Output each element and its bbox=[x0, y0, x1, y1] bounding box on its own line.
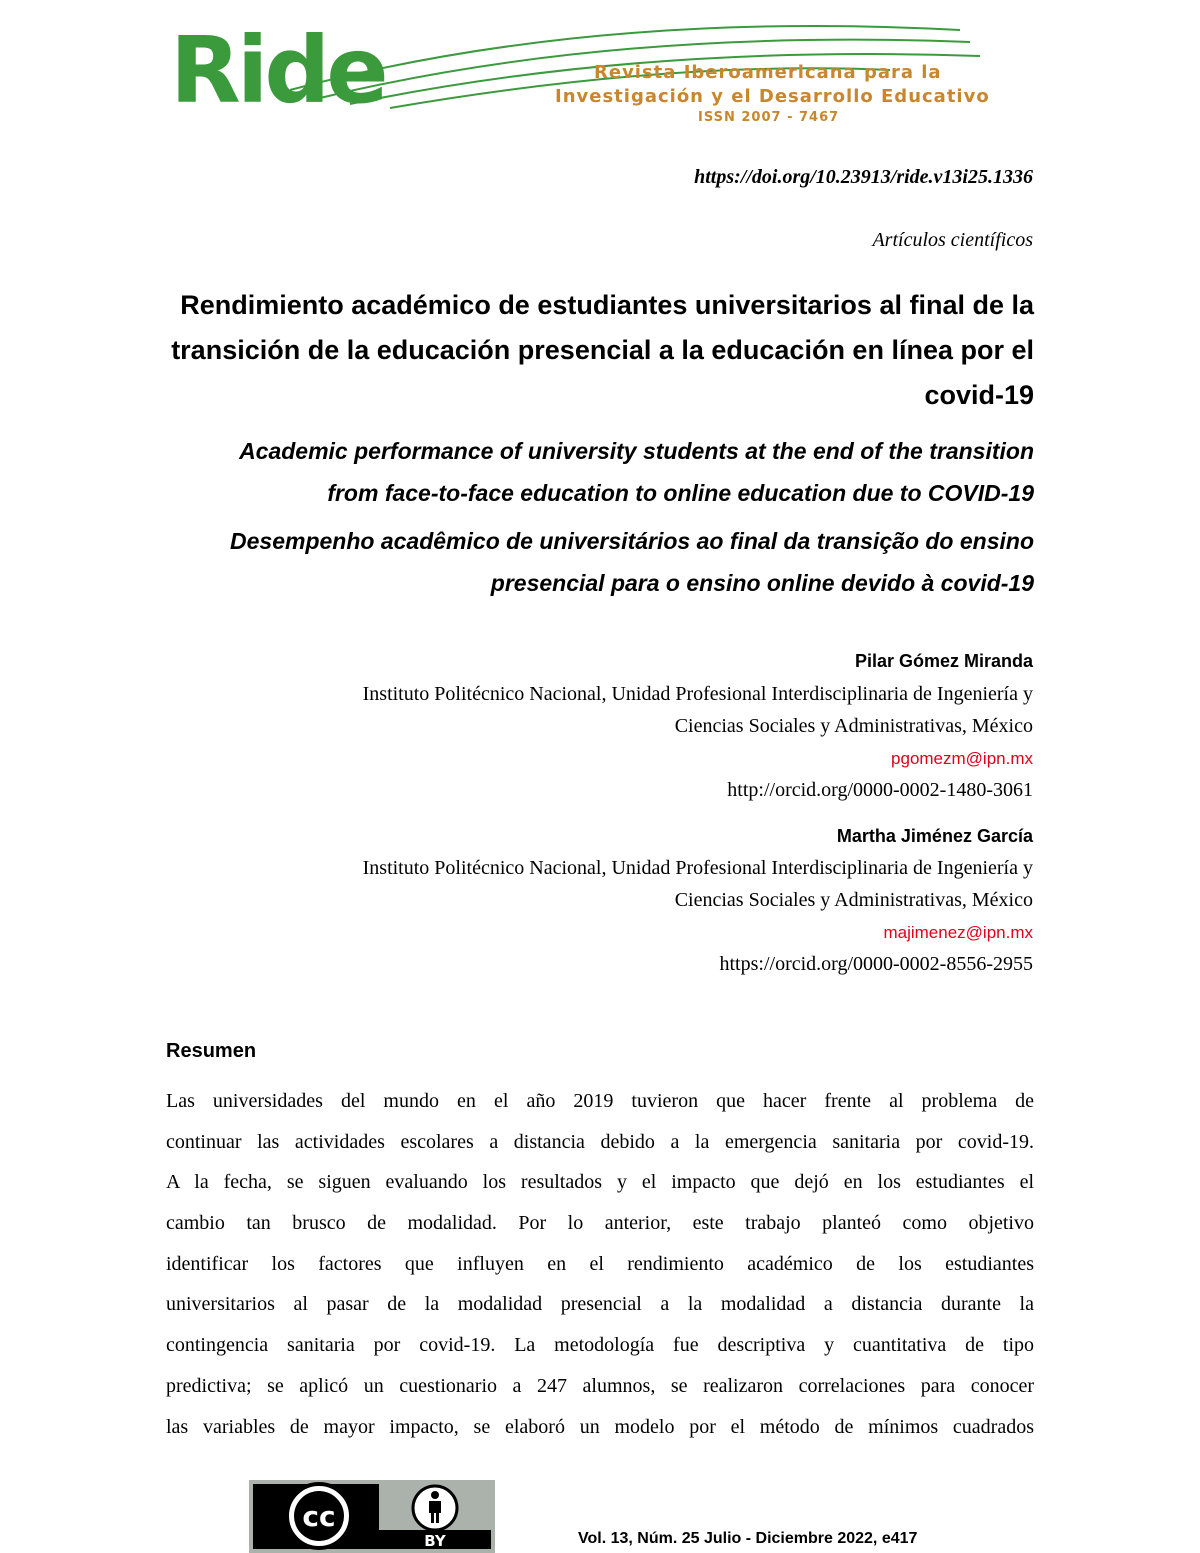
journal-name-line1: Revista Iberoamericana para la bbox=[594, 62, 942, 83]
resumen-line: continuar las actividades escolares a distancia debido a la emergencia sanitaria por covid-19. bbox=[166, 1130, 1034, 1153]
author-orcid[interactable]: https://orcid.org/0000-0002-8556-2955 bbox=[719, 953, 1033, 975]
author-name: Pilar Gómez Miranda bbox=[854, 651, 1033, 671]
license-by-label: BY bbox=[424, 1532, 446, 1550]
title-es-line: Rendimiento académico de estudiantes universitarios al final de la bbox=[180, 290, 1034, 320]
title-english bbox=[166, 430, 1034, 514]
title-portuguese bbox=[166, 520, 1034, 604]
resumen-line: las variables de mayor impacto, se elaboró un modelo por el método de mínimos cuadrados bbox=[166, 1415, 1034, 1438]
issn: ISSN 2007 - 7467 bbox=[698, 110, 840, 125]
section-label: Artículos científicos bbox=[872, 229, 1033, 251]
resumen-heading: Resumen bbox=[166, 1040, 257, 1062]
author-orcid[interactable]: http://orcid.org/0000-0002-1480-3061 bbox=[727, 779, 1033, 801]
title-es-line: transición de la educación presencial a la educación en línea por el bbox=[171, 335, 1034, 365]
title-en-line: Academic performance of university students at the end of the transition bbox=[239, 438, 1034, 464]
title-es-line: covid-19 bbox=[924, 380, 1034, 410]
resumen-line: identificar los factores que influyen en el rendimiento académico de los estudiantes bbox=[166, 1252, 1034, 1275]
journal-name-line2: Investigación y el Desarrollo Educativo bbox=[555, 86, 990, 107]
author-email[interactable]: majimenez@ipn.mx bbox=[883, 923, 1033, 942]
footer-volume-info: Vol. 13, Núm. 25 Julio - Diciembre 2022, e417 bbox=[578, 1530, 918, 1547]
resumen-line: Las universidades del mundo en el año 2019 tuvieron que hacer frente al problema de bbox=[166, 1090, 1034, 1112]
resumen-body bbox=[166, 1081, 1034, 1447]
author-affiliation: Instituto Politécnico Nacional, Unidad Profesional Interdisciplinaria de Ingeniería y bbox=[362, 857, 1033, 879]
doi-link[interactable]: https://doi.org/10.23913/ride.v13i25.1336 bbox=[694, 166, 1033, 188]
title-en-line: from face-to-face education to online education due to COVID-19 bbox=[327, 480, 1034, 506]
resumen-line: predictiva; se aplicó un cuestionario a 247 alumnos, se realizaron correlaciones para conocer bbox=[166, 1374, 1034, 1397]
author-affiliation: Ciencias Sociales y Administrativas, México bbox=[674, 889, 1033, 911]
author-affiliation: Ciencias Sociales y Administrativas, México bbox=[674, 715, 1033, 737]
resumen-line: contingencia sanitaria por covid-19. La metodología fue descriptiva y cuantitativa de tipo bbox=[166, 1334, 1034, 1357]
resumen-line: cambio tan brusco de modalidad. Por lo anterior, este trabajo planteó como objetivo bbox=[166, 1212, 1034, 1235]
title-pt-line: Desempenho acadêmico de universitários ao final da transição do ensino bbox=[230, 528, 1034, 554]
cc-icon: cc bbox=[302, 1500, 336, 1533]
title-spanish bbox=[166, 283, 1034, 418]
author-name: Martha Jiménez García bbox=[836, 826, 1033, 846]
creative-commons-by-icon[interactable] bbox=[249, 1480, 495, 1553]
resumen-line: A la fecha, se siguen evaluando los resultados y el impacto que dejó en los estudiantes el bbox=[166, 1171, 1034, 1194]
author-email[interactable]: pgomezm@ipn.mx bbox=[891, 749, 1033, 768]
ride-logo-text: Ride bbox=[170, 20, 385, 124]
author-affiliation: Instituto Politécnico Nacional, Unidad Profesional Interdisciplinaria de Ingeniería y bbox=[362, 683, 1033, 705]
resumen-line: universitarios al pasar de la modalidad presencial a la modalidad a distancia durante la bbox=[166, 1293, 1034, 1316]
title-pt-line: presencial para o ensino online devido à covid-19 bbox=[490, 570, 1034, 596]
